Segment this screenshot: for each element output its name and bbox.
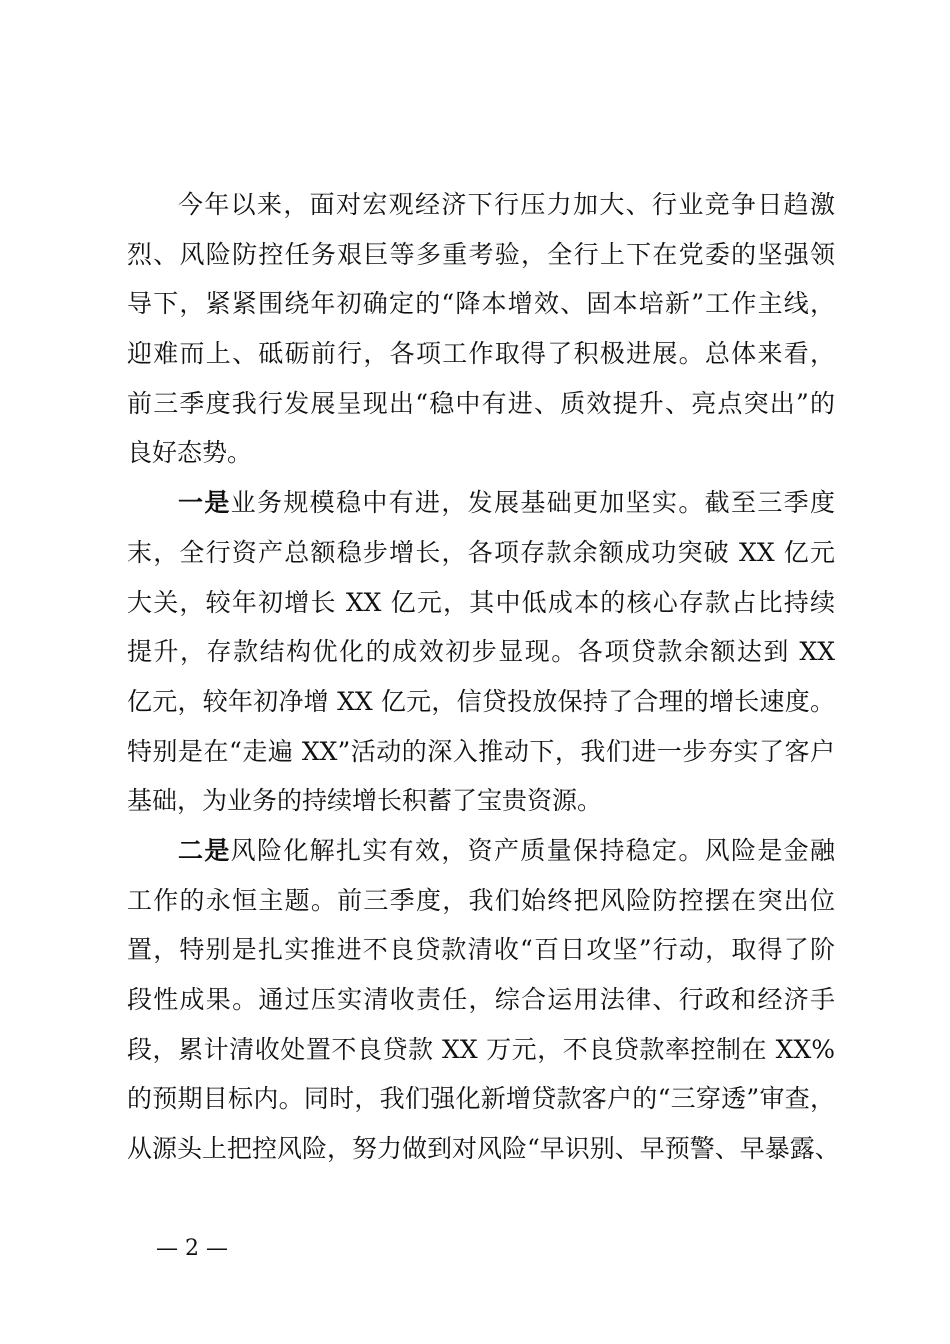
paragraph-3-line-1: [127, 826, 835, 876]
paragraph-3-line-1-text: 风险化解扎实有效，资产质量保持稳定。风险是金融: [230, 835, 835, 865]
paragraph-3-line-3: 置，特别是扎实推进不良贷款清收“百日攻坚”行动，取得了阶: [127, 935, 835, 965]
paragraph-3-line-6: 的预期目标内。同时，我们强化新增贷款客户的“三穿透”审查，: [127, 1084, 835, 1114]
paragraph-1-line-6: 良好态势。: [127, 438, 253, 468]
paragraph-2-line-4: 提升，存款结构优化的成效初步显现。各项贷款余额达到 XX: [127, 637, 835, 667]
paragraph-2-line-7: 基础，为业务的持续增长积蓄了宝贵资源。: [127, 786, 603, 816]
paragraph-3-line-4: 段性成果。通过压实清收责任，综合运用法律、行政和经济手: [127, 985, 835, 1014]
lead-label-2: 二是: [178, 835, 231, 865]
paragraph-1-line-5: 前三季度我行发展呈现出“稳中有进、质效提升、亮点突出”的: [127, 388, 835, 418]
paragraph-1-line-1: 今年以来，面对宏观经济下行压力加大、行业竞争日趋激: [178, 190, 835, 219]
paragraph-2-line-5: 亿元，较年初净增 XX 亿元，信贷投放保持了合理的增长速度。: [127, 686, 835, 716]
paragraph-2-line-3: 大关，较年初增长 XX 亿元，其中低成本的核心存款占比持续: [127, 587, 835, 617]
paragraph-1-line-4: 迎难而上、砥砺前行，各项工作取得了积极进展。总体来看，: [127, 339, 835, 369]
lead-label-1: 一是: [178, 488, 231, 518]
paragraph-3-line-2: 工作的永恒主题。前三季度，我们始终把风险防控摆在突出位: [127, 885, 835, 915]
paragraph-2-line-6: 特别是在“走遍 XX”活动的深入推动下，我们进一步夯实了客户: [127, 736, 835, 766]
paragraph-1-line-2: 烈、风险防控任务艰巨等多重考验，全行上下在党委的坚强领: [127, 239, 835, 269]
page-number: — 2 —: [156, 1236, 228, 1261]
paragraph-2-line-1-text: 业务规模稳中有进，发展基础更加坚实。截至三季度: [230, 488, 835, 518]
paragraph-2-line-2: 末，全行资产总额稳步增长，各项存款余额成功突破 XX 亿元: [127, 537, 835, 567]
paragraph-1-line-3: 导下，紧紧围绕年初确定的“降本增效、固本培新”工作主线，: [127, 289, 835, 319]
paragraph-3-line-5: 段，累计清收处置不良贷款 XX 万元，不良贷款率控制在 XX%: [127, 1034, 835, 1064]
paragraph-3-line-7: 从源头上把控风险，努力做到对风险“早识别、早预警、早暴露、: [127, 1134, 840, 1164]
paragraph-2-line-1: [127, 478, 835, 528]
document-body: [127, 180, 840, 1174]
